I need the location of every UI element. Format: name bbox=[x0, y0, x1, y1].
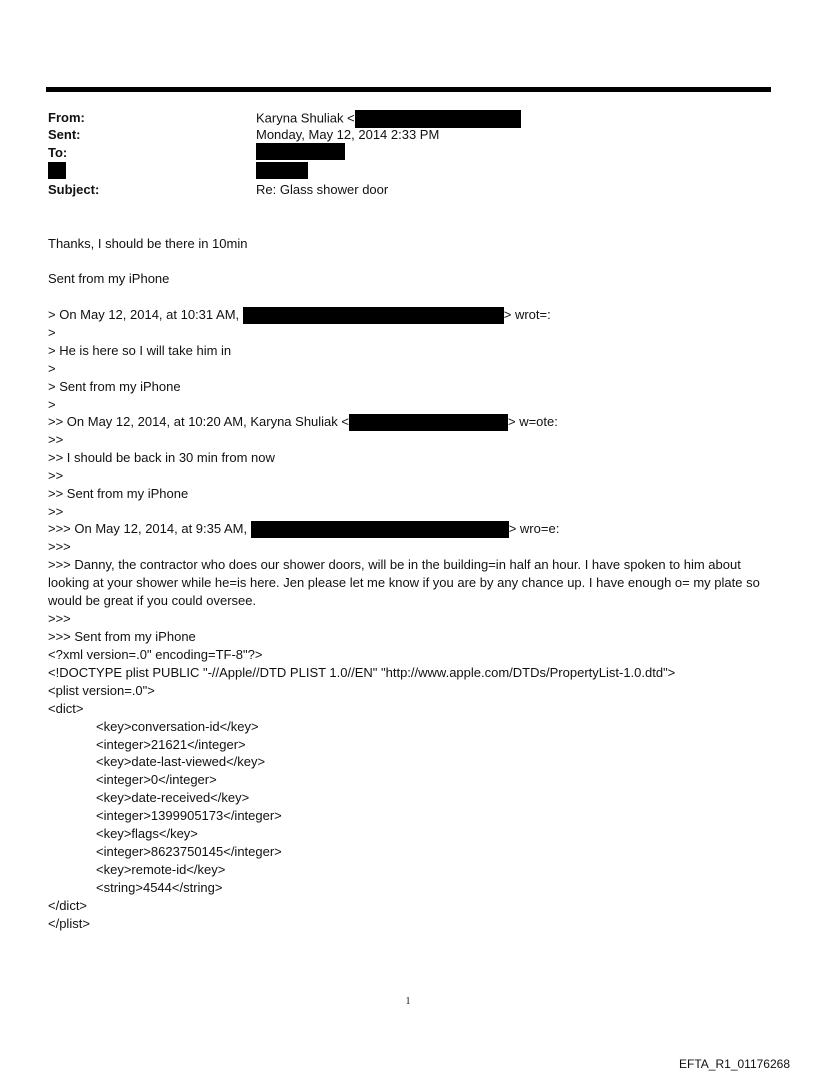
xml-line: <key>date-last-viewed</key> bbox=[96, 754, 266, 769]
quote-line: >> Sent from my iPhone bbox=[48, 486, 189, 501]
quote-line: >> bbox=[48, 432, 64, 447]
quote-text: > wro=e: bbox=[508, 521, 560, 536]
to-label: To: bbox=[48, 145, 68, 160]
redaction-block bbox=[48, 162, 66, 179]
subject-value: Re: Glass shower door bbox=[256, 182, 389, 197]
bates-number: EFTA_R1_01176268 bbox=[679, 1057, 790, 1071]
xml-line: <key>conversation-id</key> bbox=[96, 719, 259, 734]
xml-line: <integer>1399905173</integer> bbox=[96, 808, 282, 823]
xml-line: <plist version=.0"> bbox=[48, 683, 155, 698]
xml-line: <dict> bbox=[48, 701, 84, 716]
quote-line: > He is here so I will take him in bbox=[48, 343, 232, 358]
header-rule bbox=[46, 87, 771, 92]
quote-line bbox=[48, 306, 551, 324]
redaction-block bbox=[251, 521, 509, 538]
xml-line: <?xml version=.0" encoding=TF-8"?> bbox=[48, 647, 263, 662]
quote-line bbox=[48, 520, 559, 538]
xml-line: <integer>21621</integer> bbox=[96, 737, 246, 752]
subject-label: Subject: bbox=[48, 182, 100, 197]
page-number: 1 bbox=[405, 996, 411, 1007]
quote-line: > Sent from my iPhone bbox=[48, 379, 181, 394]
quote-text: >>> On May 12, 2014, at 9:35 AM, bbox=[48, 521, 251, 536]
quote-line: >> I should be back in 30 min from now bbox=[48, 450, 275, 465]
sent-label: Sent: bbox=[48, 127, 81, 142]
xml-line: <key>flags</key> bbox=[96, 826, 198, 841]
from-name: Karyna Shuliak < bbox=[256, 110, 355, 126]
quote-line bbox=[48, 413, 558, 431]
quote-line: >> bbox=[48, 468, 64, 483]
xml-line: <key>date-received</key> bbox=[96, 790, 250, 805]
xml-line: <string>4544</string> bbox=[96, 880, 223, 895]
xml-line: </dict> bbox=[48, 898, 88, 913]
xml-line: <integer>0</integer> bbox=[96, 772, 217, 787]
xml-line: <integer>8623750145</integer> bbox=[96, 844, 282, 859]
quote-text: > w=ote: bbox=[508, 414, 558, 429]
quote-text: > wrot=: bbox=[503, 307, 551, 322]
body-line: Thanks, I should be there in 10min bbox=[48, 236, 248, 251]
quote-text: >> On May 12, 2014, at 10:20 AM, Karyna Shuliak < bbox=[48, 414, 349, 429]
xml-line: <!DOCTYPE plist PUBLIC "-//Apple//DTD PLIST 1.0//EN" "http://www.apple.com/DTDs/PropertyList-1.0.dtd"> bbox=[48, 665, 676, 680]
xml-line: <key>remote-id</key> bbox=[96, 862, 226, 877]
quote-line: >>> bbox=[48, 539, 71, 554]
quote-line: > bbox=[48, 397, 56, 412]
redaction-block bbox=[349, 414, 508, 431]
quote-line: >> bbox=[48, 504, 64, 519]
redaction-block bbox=[355, 110, 521, 128]
quote-line: >>> Sent from my iPhone bbox=[48, 629, 196, 644]
body-line: Sent from my iPhone bbox=[48, 271, 170, 286]
redaction-block bbox=[256, 143, 345, 160]
quote-line: > bbox=[48, 361, 56, 376]
xml-line: </plist> bbox=[48, 916, 90, 931]
redaction-block bbox=[256, 162, 308, 179]
quote-line: >>> bbox=[48, 611, 71, 626]
quote-paragraph: >>> Danny, the contractor who does our shower doors, will be in the building=in half an hour. I have spoken to him about looking at your shower while he=is here. Jen please let me know if you are by any chance up. I have enough o= my plate so would be great if you could oversee. bbox=[48, 557, 760, 608]
sent-value: Monday, May 12, 2014 2:33 PM bbox=[256, 127, 440, 142]
from-label: From: bbox=[48, 110, 85, 125]
redaction-block bbox=[243, 307, 504, 324]
from-value bbox=[256, 110, 521, 128]
quote-line: > bbox=[48, 325, 56, 340]
quote-text: > On May 12, 2014, at 10:31 AM, bbox=[48, 307, 243, 322]
